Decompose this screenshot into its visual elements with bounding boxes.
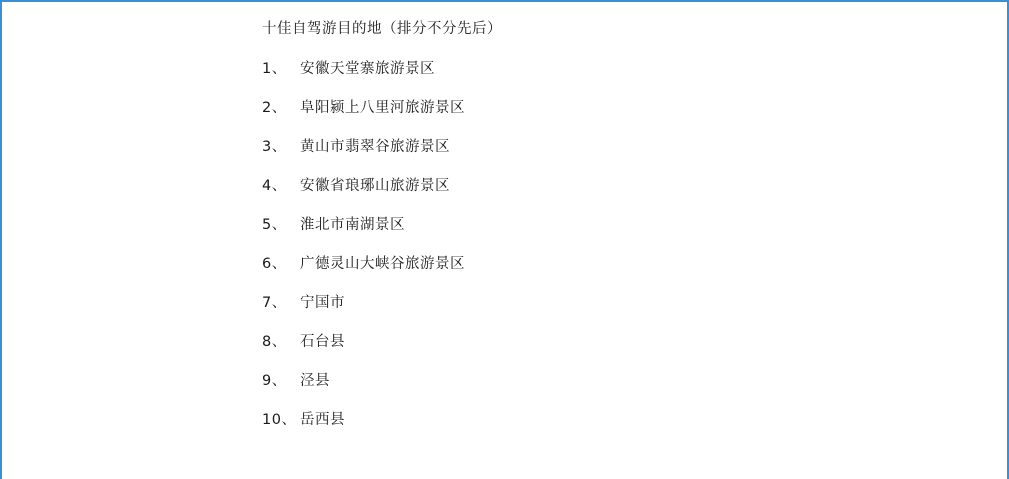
list-item: [262, 257, 962, 296]
page-title: 十佳自驾游目的地（排分不分先后）: [262, 21, 502, 37]
list-item-label: 宁国市: [300, 295, 345, 311]
list-item-label: 安徽省琅琊山旅游景区: [300, 178, 450, 194]
list-item-number: 8、: [262, 334, 287, 350]
page-border-top: [0, 0, 1009, 2]
list-item: [262, 218, 962, 257]
list-item-number: 5、: [262, 217, 287, 233]
list-item-label: 阜阳颍上八里河旅游景区: [300, 100, 465, 116]
list-item-number: 2、: [262, 100, 287, 116]
list-item-number: 7、: [262, 295, 287, 311]
list-item: [262, 374, 962, 413]
list-item-number: 3、: [262, 139, 287, 155]
document-title-row: [262, 22, 962, 62]
list-item-label: 石台县: [300, 334, 345, 350]
list-item-label: 岳西县: [300, 412, 345, 428]
list-item: [262, 335, 962, 374]
list-item: [262, 296, 962, 335]
page-border-left: [0, 0, 2, 479]
list-item: [262, 140, 962, 179]
list-item-label: 泾县: [300, 373, 330, 389]
list-item-label: 广德灵山大峡谷旅游景区: [300, 256, 465, 272]
destination-list: [262, 62, 962, 452]
list-item-number: 1、: [262, 61, 287, 77]
list-item-number: 4、: [262, 178, 287, 194]
list-item-label: 黄山市翡翠谷旅游景区: [300, 139, 450, 155]
list-item-number: 10、: [262, 412, 297, 428]
list-item-number: 6、: [262, 256, 287, 272]
list-item-label: 安徽天堂寨旅游景区: [300, 61, 435, 77]
list-item: [262, 179, 962, 218]
list-item: [262, 413, 962, 452]
document-content: [262, 22, 962, 452]
list-item: [262, 62, 962, 101]
list-item-number: 9、: [262, 373, 287, 389]
list-item: [262, 101, 962, 140]
list-item-label: 淮北市南湖景区: [300, 217, 405, 233]
